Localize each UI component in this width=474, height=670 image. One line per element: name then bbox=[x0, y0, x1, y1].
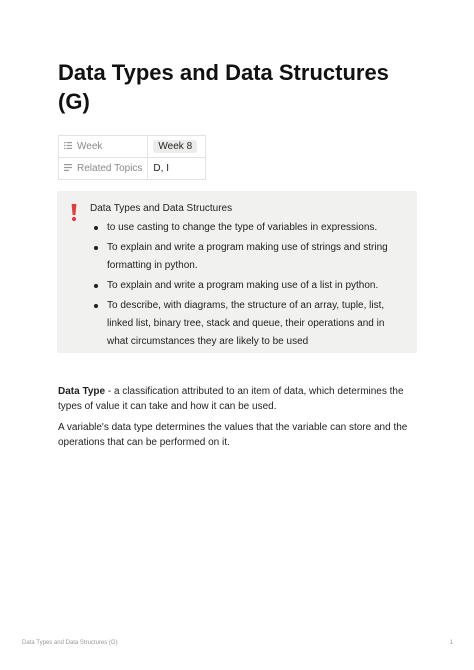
callout-title: Data Types and Data Structures bbox=[90, 203, 233, 214]
body-paragraph: A variable's data type determines the values that the variable can store and the operations that can be performed on it. bbox=[58, 422, 408, 448]
property-row-related-topics bbox=[59, 158, 206, 180]
footer-title: Data Types and Data Structures (G) bbox=[22, 640, 118, 646]
definition-term: Data Type bbox=[58, 386, 106, 397]
property-key-label: Week bbox=[77, 141, 103, 152]
bullet-icon bbox=[94, 284, 98, 288]
definition-text: - a classification attributed to an item of data, which determines the types of value it can take and how it can be used. bbox=[58, 386, 404, 412]
callout-box bbox=[57, 191, 417, 353]
callout-list bbox=[90, 219, 402, 353]
list-item-text: To describe, with diagrams, the structure of an array, tuple, list, linked list, binary tree, stack and queue, their operations and in what circumstances they are likely to be used bbox=[107, 300, 385, 347]
week-tag: Week 8 bbox=[153, 140, 197, 153]
list-item bbox=[90, 239, 402, 275]
bullet-icon bbox=[94, 246, 98, 250]
page-title: Data Types and Data Structures (G) bbox=[58, 60, 389, 114]
definition-paragraph bbox=[58, 384, 420, 414]
bullet-icon bbox=[94, 226, 98, 230]
list-item-text: To explain and write a program making use of strings and string formatting in python. bbox=[107, 242, 388, 271]
list-item-text: To explain and write a program making use of a list in python. bbox=[107, 280, 379, 291]
list-item bbox=[90, 277, 402, 295]
properties-table bbox=[58, 135, 206, 180]
property-value-week[interactable] bbox=[148, 136, 206, 158]
list-item bbox=[90, 297, 402, 351]
page-number: 1 bbox=[449, 640, 453, 646]
list-icon bbox=[64, 142, 72, 149]
list-item-text: to use casting to change the type of variables in expressions. bbox=[107, 222, 378, 233]
property-key-week bbox=[59, 136, 148, 158]
property-key-label: Related Topics bbox=[77, 163, 143, 174]
list-item bbox=[90, 219, 402, 237]
property-value-related-topics[interactable]: D, I bbox=[148, 158, 206, 180]
text-lines-icon bbox=[64, 164, 72, 171]
property-key-related-topics bbox=[59, 158, 148, 180]
property-row-week bbox=[59, 136, 206, 158]
exclamation-icon bbox=[70, 204, 78, 222]
bullet-icon bbox=[94, 304, 98, 308]
